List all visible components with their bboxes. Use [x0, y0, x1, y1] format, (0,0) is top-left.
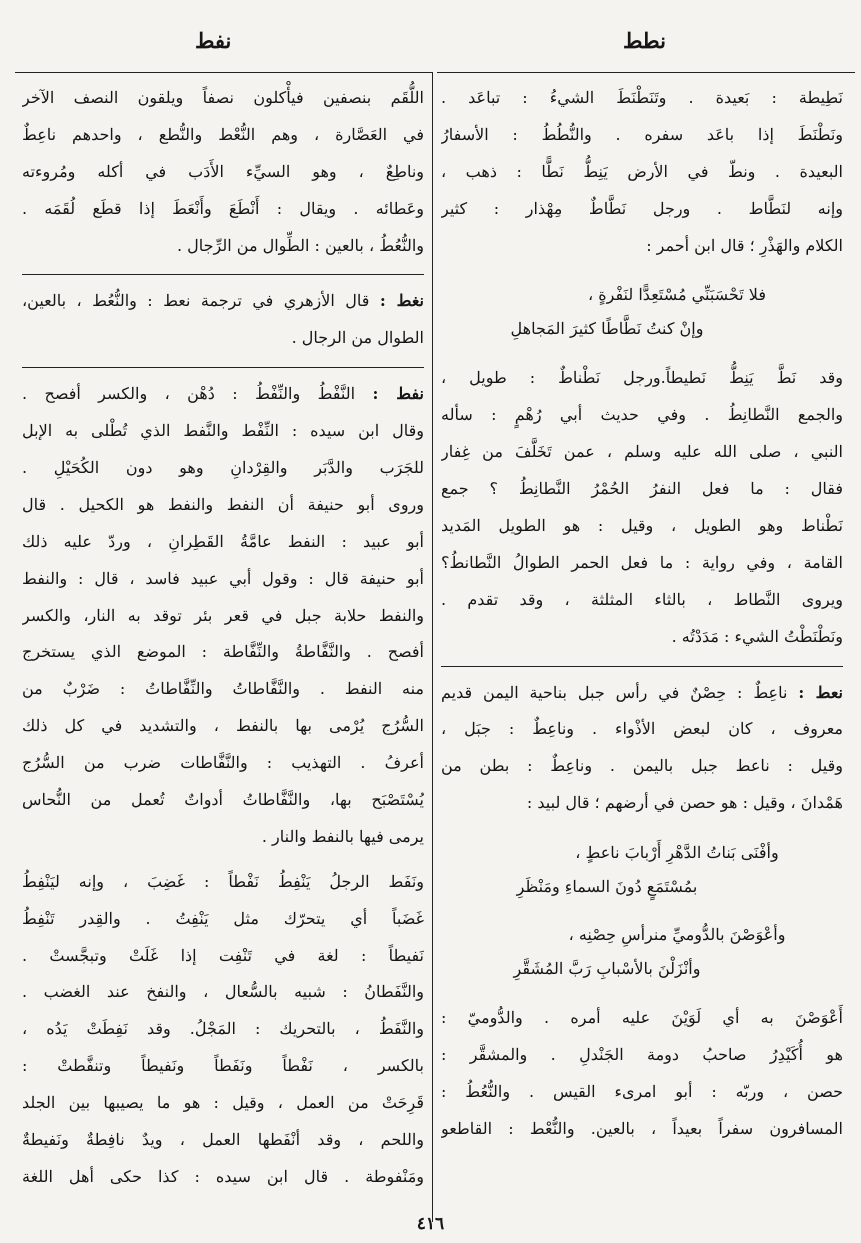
text-line: أبو حنيفة قال : وقول أبي عبيد فاسد ، قال : والنفط [22, 568, 424, 588]
entry-text: النَّفْطُ والنِّفْطُ : دُهْن ، والكسر أفصح . [22, 384, 356, 404]
text-line: ويروى النَّطاط ، بالثاء المثلثة ، وقد تقدم . [441, 589, 843, 609]
page-number: ٤١٦ [416, 1214, 445, 1234]
running-head-right: نطط [622, 28, 666, 53]
text-line: معروف ، كان لبعض الأذْواء . وناعِطٌ : جبَل ، [441, 719, 843, 739]
column-divider [432, 72, 433, 1222]
text-line: ومَنْفوطة . قال ابن سيده : كذا حكى أهل اللغة [22, 1166, 424, 1186]
text-line: نَطِيطة : بَعيدة . وتَنَطْنَطَ الشيءُ : تباعَد . [441, 88, 843, 107]
headword: نفط : [372, 384, 424, 404]
text-line: حصن ، وربّه : أبو امرىء القيس . والنُّعُطُ : [441, 1081, 843, 1101]
verse-line: وأعْوَصْنَ بالدُّوميِّ منرأسِ حِصْنِه ، [568, 925, 786, 945]
verse-line: فلا تَحْسَبَنِّي مُسْتَعِدًّا لنَفْرةٍ ، [588, 285, 766, 305]
spacer [441, 264, 843, 278]
text-line: هَمْدانَ ، وقيل : هو حصن في أرضهم ؛ قال لبيد : [526, 793, 843, 813]
text-line: أَعْوَصْنَ به أي لَوَيْنَ عليه أمره . والدُّوميّ : [441, 1008, 843, 1028]
text-line: والنُّعُطُ ، بالعين : الطِّوال من الرِّجال . [176, 235, 424, 255]
spacer [441, 904, 843, 918]
entry-line [22, 376, 424, 413]
text-line: النبي ، صلى الله عليه وسلم ، عمن تَخَلَّفَ من غِفار [441, 442, 843, 462]
text-line: اللُّقَم بنصفين فيأْكلون نصفاً ويلقون النصف الآخر [22, 88, 424, 107]
text-line: أفصح . والنَّفَّاطةُ والنِّفَّاطة : الموضع الذي يستخرج [22, 642, 424, 662]
spacer [441, 346, 843, 360]
entry-separator [22, 367, 424, 368]
verse-line: وإنْ كنتُ نَطَّاطًا كثيرَ المَجاهلِ [510, 319, 704, 339]
entry-separator [22, 274, 424, 275]
spacer [441, 986, 843, 1000]
right-column [441, 80, 843, 1215]
text-line: والنفط حلابة جبل في قعر بئر توقد به النار، والكسر [22, 605, 424, 625]
text-line: البعيدة . ونطّ في الأرض يَنِطُّ نَطًّا : ذهب ، [441, 161, 843, 181]
text-line: هو أُكَيْدِرُ صاحبُ دومة الجَنْدلِ . والمشقَّر : [441, 1045, 843, 1065]
text-line: منه النفط . والنَّفَّاطاتُ والنِّفَّاطاتُ : ضَرْبٌ من [22, 679, 424, 699]
headword: نغط : [379, 291, 424, 311]
text-line: وقيل : ناعط جبل باليمن . وناعِطٌ : بطن من [441, 756, 843, 776]
verse-line: وأنْزَلْنَ بالأسْبابِ رَبَّ المُشَقَّرِ [513, 959, 701, 979]
text-line: فقال : ما فعل النفرُ الحُمْرُ النَّطانِطُ ؟ جمع [441, 479, 843, 499]
verse-line: بمُسْتَمَعٍ دُونَ السماءِ ومَنْظَرِ [516, 877, 698, 897]
text-line: الطوال من الرجال . [291, 328, 424, 348]
text-line: والجمع النَّطانِطُ . وفي حديث أبي رُهْمٍ : سأله [441, 405, 843, 425]
text-line: وإنه لنَطَّاط . ورجل نَطَّاطٌ مِهْذار : كثير [441, 198, 843, 218]
header-rule-left [15, 72, 433, 73]
text-line: وقال ابن سيده : النِّفْط والنَّفط الذي تُطْلى به الإبل [22, 421, 424, 441]
entry-separator [441, 666, 843, 667]
text-line: يُسْتَصْبَح بها، والنَّفَّاطاتُ أدواتٌ تُعمل من النُّحاس [22, 790, 424, 810]
entry-text: قال الأزهري في ترجمة نعط : والنُّعُط ، بالعين، [22, 291, 370, 311]
text-line: والنَّفَطانُ : شبيه بالسُّعال ، والنفخ عند الغضب . [22, 982, 424, 1002]
text-line: نَفيطاً : لغة في تَنْفِت إذا غَلَتْ وتبجَّستْ . [22, 945, 424, 965]
text-line: أعرفُ . التهذيب : والنَّفَّاطات ضرب من السُّرُج [22, 753, 424, 773]
text-line: وناطِعٌ ، وهو السيِّء الأَدَب في أكله ومُروءته [22, 161, 424, 181]
text-line: في العَصَّارة ، وهم النُّعْط والنُّطع ، واحدهم ناعِطٌ [22, 124, 424, 144]
text-line: وعَطائه . ويقال : أَنْطَعَ وأَنْعَطَ إذا قطَع لُقَمَه . [22, 198, 424, 218]
text-line: يرمى فيها بالنفط والنار . [261, 826, 424, 846]
text-line: السُّرُج يُرْمى بها بالنفط ، والتشديد في كل ذلك [22, 716, 424, 736]
text-line: بالكسر ، نَفْطاً ونَفَطاً ونَفيطاً وتنفَّطتْ : [22, 1056, 424, 1076]
entry-line [22, 283, 424, 320]
entry-text: ناعِطٌ : حِصْنٌ في رأس جبل بناحية اليمن قديم [441, 682, 788, 702]
text-line: ونَفَط الرجلُ يَنْفِطُ نَفْطاً : غَضِبَ ، وإنه ليَنْفِطُ [22, 871, 424, 891]
text-line: واللحم ، وقد أنْفَطها العمل ، ويدٌ نافِطةٌ ونَفيطةٌ [22, 1130, 424, 1150]
text-line: قَرِحَتْ من العمل ، وقيل : هو ما يصيبها بين الجلد [22, 1093, 424, 1113]
left-column [22, 80, 424, 1215]
headword: نعط : [798, 682, 843, 702]
text-line: ونَطْنَطَ إذا باعَد سفره . والنُّطُطُ : الأسفارُ [441, 124, 843, 144]
text-line: ونَطْنَطْتُ الشيء : مَدَدْتُه . [671, 626, 843, 646]
text-line: المسافرون سفراً بعيداً ، بالعين. والنُّعْط : القاطعو [441, 1118, 843, 1138]
text-line: للجَرَب والدَّبَر والقِرْدانِ وهو دون الكُحَيْلِ . [22, 458, 424, 478]
running-head-left: نفط [195, 28, 232, 53]
text-line: القامة ، وفي رواية : ما فعل الحمر الطوالُ النَّطانطُ؟ [441, 552, 843, 572]
text-line: وقد نَطَّ يَنِطُّ نَطيطاً.ورجل نَطْناطٌ : طويل ، [441, 368, 843, 388]
text-line: غَضَباً أي يتحرّك مثل يَنْفِتُ . والقِدر تَنْفِطُ [22, 908, 424, 928]
spacer [441, 822, 843, 836]
text-line: وروى أبو حنيفة أن النفط والنفط هو الكحيل . قال [22, 494, 424, 514]
text-line: أبو عبيد : النفط عامَّةُ القَطِرانِ ، وردّ عليه ذلك [22, 531, 424, 551]
text-line: الكلام والهَذْرِ ؛ قال ابن أحمر : [646, 235, 843, 255]
text-line: نَطْناط وهو الطويل ، وقيل : هو الطويل المَديد [441, 516, 843, 536]
entry-line [441, 675, 843, 712]
spacer [22, 856, 424, 864]
text-line: والنَّفَطُ ، بالتحريك : المَجْلُ. وقد نَفِطَتْ يَدُه ، [22, 1019, 424, 1039]
header-rule-right [437, 72, 855, 73]
verse-line: وأفْنَى بَناتُ الدَّهْرِ أَرْبابَ ناعطٍ ، [575, 843, 779, 863]
